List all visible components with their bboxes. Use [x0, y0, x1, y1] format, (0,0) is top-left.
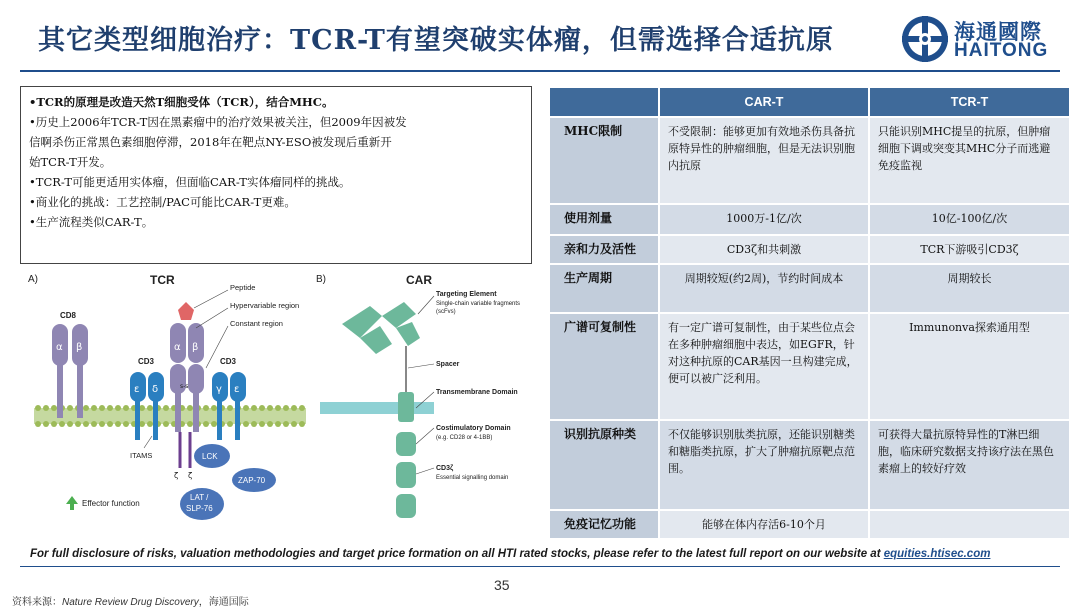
cd3z-sub: Essential signalling domain [436, 475, 509, 481]
row-label: 使用剂量 [549, 204, 659, 234]
tcr-t-cell [869, 510, 1070, 539]
tcr-t-cell: Immunonva探索通用型 [869, 313, 1070, 421]
tcr-car-diagram [20, 268, 540, 540]
signal-kinases [180, 444, 276, 520]
row-label: MHC限制 [549, 117, 659, 204]
row-label: 识别抗原种类 [549, 420, 659, 509]
car-t-vs-tcr-t-table [548, 86, 1071, 540]
bullet-line: •商业化的挑战：工艺控制/PAC可能比CAR-T更难。 [29, 195, 296, 209]
hypervariable-region-label: Hypervariable region [230, 301, 300, 310]
tcr-t-cell: 周期较长 [869, 264, 1070, 313]
table-row [549, 204, 1070, 234]
car-t-cell: 周期较短(约2周)，节约时间成本 [659, 264, 869, 313]
table-header-tcr-t: TCR-T [869, 87, 1070, 117]
tcr-alpha-label: α [174, 342, 181, 353]
targeting-element-sub1: Single-chain variable fragments [436, 301, 521, 307]
spacer-label: Spacer [436, 361, 460, 368]
effector-function [66, 496, 140, 510]
row-label: 免疫记忆功能 [549, 510, 659, 539]
cd3-complex-left [130, 357, 164, 440]
table-row [549, 420, 1070, 509]
cd8-coreceptor [52, 311, 88, 418]
footer-divider [20, 566, 1060, 567]
table-row [549, 313, 1070, 421]
tcr-membrane [34, 405, 306, 427]
row-label: 亲和力及活性 [549, 235, 659, 264]
row-label: 生产周期 [549, 264, 659, 313]
source-suffix: ，海通国际 [198, 597, 249, 608]
disclaimer [30, 548, 990, 560]
bullet-line: 信啊杀伤正常黑色素细胞停滞，2018年在靶点NY-ESO被发现后重新开 [29, 135, 392, 149]
source-note [12, 593, 249, 608]
row-label: 广谱可复制性 [549, 313, 659, 421]
car-t-cell: 能够在体内存活6-10个月 [659, 510, 869, 539]
panel-b-label: B) [316, 274, 326, 285]
lck-label: LCK [202, 452, 218, 461]
bullet-line: •历史上2006年TCR-T因在黑素瘤中的治疗效果被关注，但2009年因被发 [29, 115, 407, 129]
disclaimer-text: For full disclosure of risks, valuation methodologies and target price formation on all HTI rated stocks, please refer to the latest full report on our website at [30, 548, 884, 560]
table-header-row [549, 87, 1070, 117]
haitong-logo-icon [900, 14, 950, 64]
car-t-cell: 有一定广谱可复制性，由于某些位点会在多种肿瘤细胞中表达，如EGFR，针对这种抗原的CAR基因一旦构建完成，便可以被广泛利用。 [659, 313, 869, 421]
page-title: 其它类型细胞治疗：TCR-T有望突破实体瘤，但需选择合适抗原 [38, 25, 834, 56]
source-prefix: 资料来源： [12, 597, 62, 608]
bullet-line: •TCR的原理是改造天然T细胞受体（TCR），结合MHC。 [29, 95, 334, 109]
bullet-line: •TCR-T可能更适用实体瘤，但面临CAR-T实体瘤同样的挑战。 [29, 175, 351, 189]
cd3-epsilon-label: ε [134, 384, 140, 395]
bullet-line: 始TCR-T开发。 [29, 155, 112, 169]
targeting-element-label: Targeting Element [436, 291, 497, 298]
table-row [549, 235, 1070, 264]
tcr-beta-label: β [192, 342, 199, 353]
website-link[interactable]: equities.htisec.com [883, 548, 991, 560]
cd8-beta-label: β [76, 342, 83, 353]
transmembrane-domain-label: Transmembrane Domain [436, 389, 518, 396]
cd8-label: CD8 [60, 311, 77, 320]
cd3-complex-right [212, 357, 246, 440]
cd3-right-label: CD3 [220, 357, 237, 366]
source-journal: Nature Review Drug Discovery [62, 597, 199, 608]
bullet-box [20, 86, 532, 264]
tcr-t-cell: 可获得大量抗原特异性的T淋巴细胞，临床研究数据支持该疗法在黑色素瘤上的较好疗效 [869, 420, 1070, 509]
zap70-label: ZAP-70 [238, 476, 266, 485]
peptide-shape [178, 302, 194, 320]
car-title: CAR [406, 273, 432, 287]
itams-label: ITAMS [130, 451, 153, 460]
costimulatory-domain-label: Costimulatory Domain [436, 425, 511, 432]
cd3-left-label: CD3 [138, 357, 155, 366]
targeting-element-sub2: (scFvs) [436, 309, 456, 315]
tcr-t-cell: 只能识别MHC提呈的抗原，但肿瘤细胞下调或突变其MHC分子而逃避免疫监视 [869, 117, 1070, 204]
disulfide-label: s-s [180, 383, 189, 390]
car-construct [320, 302, 434, 518]
table-header-car-t: CAR-T [659, 87, 869, 117]
tcr-title: TCR [150, 273, 175, 287]
peptide-label: Peptide [230, 283, 256, 292]
cd3-epsilon-right-label: ε [234, 384, 240, 395]
constant-region-label: Constant region [230, 319, 283, 328]
tcr-t-cell: 10亿-100亿/次 [869, 204, 1070, 234]
zeta-label-2: ζ [188, 471, 193, 480]
table-row [549, 264, 1070, 313]
zeta-label-1: ζ [174, 471, 179, 480]
cd8-alpha-label: α [56, 342, 63, 353]
table-row [549, 510, 1070, 539]
table-header-blank [549, 87, 659, 117]
tcr-t-cell: TCR下游吸引CD3ζ [869, 235, 1070, 264]
up-arrow-icon [66, 496, 78, 510]
car-t-cell: 不受限制：能够更加有效地杀伤具备抗原特异性的肿瘤细胞，但是无法识别胞内抗原 [659, 117, 869, 204]
bullet-line: •生产流程类似CAR-T。 [29, 215, 154, 229]
logo-chinese-name: 海通國際 [954, 20, 1042, 44]
table-row [549, 117, 1070, 204]
cd3-delta-label: δ [152, 384, 159, 395]
car-t-cell: 1000万-1亿/次 [659, 204, 869, 234]
cd3-gamma-label: γ [216, 384, 222, 395]
haitong-logo [900, 10, 1070, 68]
cd3z-label: CD3ζ [436, 465, 454, 472]
effector-function-label: Effector function [82, 499, 140, 508]
logo-english-name: HAITONG [954, 40, 1049, 61]
lat-label: LAT / [190, 493, 209, 502]
title-divider [20, 70, 1060, 72]
car-t-cell: 不仅能够识别肽类抗原，还能识别糖类和糖脂类抗原，扩大了肿瘤抗原靶点范围。 [659, 420, 869, 509]
car-t-cell: CD3ζ和共刺激 [659, 235, 869, 264]
costimulatory-domain-sub: (e.g. CD28 or 4-1BB) [436, 435, 493, 441]
panel-a-label: A) [28, 274, 38, 285]
page-number: 35 [494, 577, 510, 593]
slp76-label: SLP-76 [186, 504, 213, 513]
